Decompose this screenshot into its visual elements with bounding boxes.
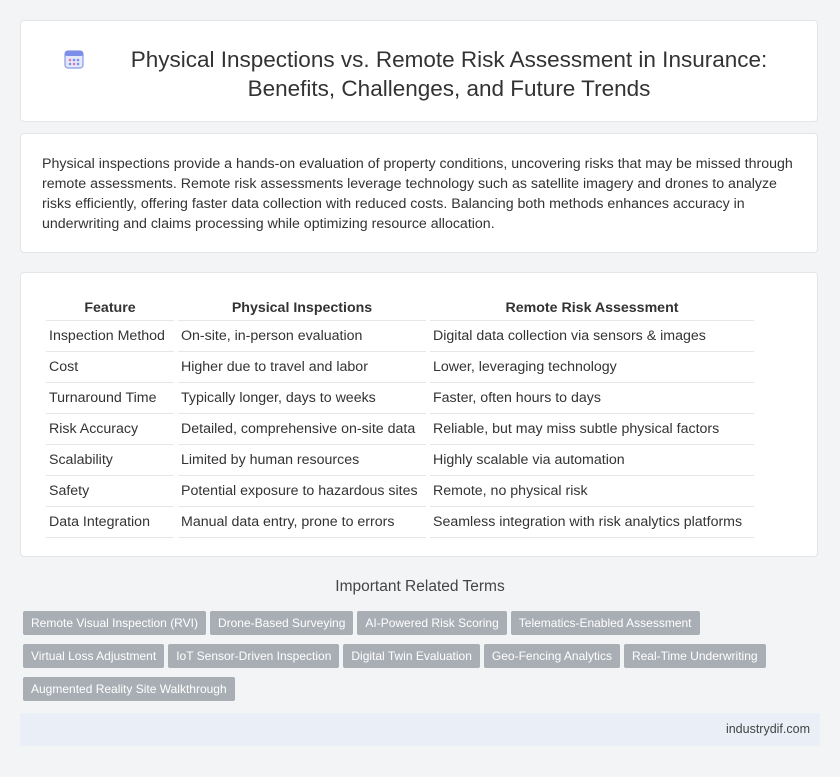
summary-card <box>20 133 818 253</box>
table-cell: Scalability <box>46 445 174 476</box>
calendar-icon <box>63 48 85 70</box>
table-cell: Detailed, comprehensive on-site data <box>178 414 426 445</box>
related-term-tag[interactable]: AI-Powered Risk Scoring <box>357 611 506 635</box>
related-terms-list <box>23 611 803 710</box>
summary-text: Physical inspections provide a hands-on evaluation of property conditions, uncovering risks that may be missed through remote assessments. Remote risk assessments leverage technology such as satellite imagery and drones to analyze risks efficiently, offering faster data collection with reduced costs. Balancing both methods enhances accuracy in underwriting and claims processing while optimizing resource allocation. <box>42 156 793 232</box>
table-cell: Digital data collection via sensors & images <box>430 321 754 352</box>
related-term-tag[interactable]: Geo-Fencing Analytics <box>484 644 620 668</box>
related-term-tag[interactable]: IoT Sensor-Driven Inspection <box>168 644 339 668</box>
table-row <box>46 507 754 538</box>
column-header: Physical Inspections <box>178 295 426 321</box>
related-term-tag[interactable]: Remote Visual Inspection (RVI) <box>23 611 206 635</box>
table-cell: Manual data entry, prone to errors <box>178 507 426 538</box>
table-header-row <box>46 295 754 321</box>
related-terms-title: Important Related Terms <box>335 578 505 595</box>
table-row <box>46 352 754 383</box>
table-cell: Risk Accuracy <box>46 414 174 445</box>
column-header: Remote Risk Assessment <box>430 295 754 321</box>
table-cell: Lower, leveraging technology <box>430 352 754 383</box>
table-cell: Turnaround Time <box>46 383 174 414</box>
table-cell: Highly scalable via automation <box>430 445 754 476</box>
table-cell: Higher due to travel and labor <box>178 352 426 383</box>
table-cell: Potential exposure to hazardous sites <box>178 476 426 507</box>
footer-site-link[interactable]: industrydif.com <box>725 722 810 736</box>
table-cell: Reliable, but may miss subtle physical factors <box>430 414 754 445</box>
related-term-tag[interactable]: Digital Twin Evaluation <box>343 644 480 668</box>
table-cell: Remote, no physical risk <box>430 476 754 507</box>
comparison-table <box>42 295 758 538</box>
table-cell: Seamless integration with risk analytics platforms <box>430 507 754 538</box>
footer <box>20 713 820 746</box>
page-title: Physical Inspections vs. Remote Risk Assessment in Insurance: Benefits, Challenges, and Future Trends <box>130 47 768 101</box>
column-header: Feature <box>46 295 174 321</box>
table-cell: Inspection Method <box>46 321 174 352</box>
table-cell: Limited by human resources <box>178 445 426 476</box>
table-row <box>46 445 754 476</box>
related-term-tag[interactable]: Virtual Loss Adjustment <box>23 644 164 668</box>
table-row <box>46 321 754 352</box>
related-term-tag[interactable]: Augmented Reality Site Walkthrough <box>23 677 235 701</box>
table-cell: Safety <box>46 476 174 507</box>
table-row <box>46 383 754 414</box>
table-cell: Faster, often hours to days <box>430 383 754 414</box>
table-cell: Cost <box>46 352 174 383</box>
table-row <box>46 476 754 507</box>
related-term-tag[interactable]: Real-Time Underwriting <box>624 644 766 668</box>
comparison-card <box>20 272 818 557</box>
title-card <box>20 20 818 122</box>
table-row <box>46 414 754 445</box>
related-term-tag[interactable]: Telematics-Enabled Assessment <box>511 611 700 635</box>
related-term-tag[interactable]: Drone-Based Surveying <box>210 611 353 635</box>
table-cell: Data Integration <box>46 507 174 538</box>
table-cell: Typically longer, days to weeks <box>178 383 426 414</box>
table-cell: On-site, in-person evaluation <box>178 321 426 352</box>
